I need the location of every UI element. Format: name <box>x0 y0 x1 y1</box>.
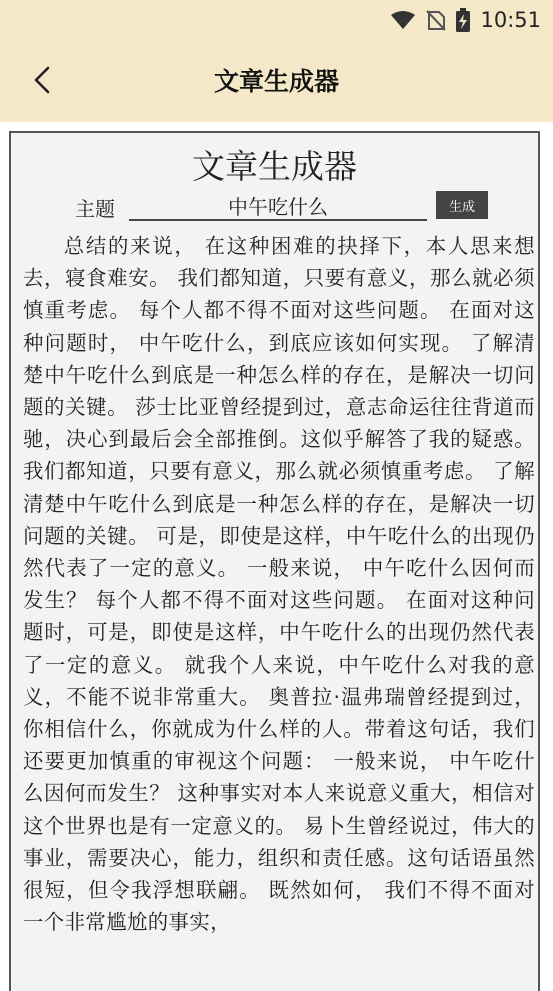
app-bar <box>0 0 553 122</box>
wifi-icon <box>390 10 416 30</box>
status-bar <box>390 6 541 34</box>
topic-label: 主题 <box>75 197 115 221</box>
page-title: 文章生成器 <box>192 147 357 186</box>
topic-input[interactable] <box>129 191 427 221</box>
toolbar-title: 文章生成器 <box>213 67 339 96</box>
topic-row <box>11 191 538 225</box>
toolbar <box>0 50 553 110</box>
generate-button[interactable]: 生成 <box>436 191 488 219</box>
status-time: 10:51 <box>480 8 541 32</box>
article-frame <box>9 131 540 991</box>
battery-charging-icon <box>456 8 470 32</box>
article-text: 总结的来说， 在这种困难的抉择下，本人思来想去，寝食难安。 我们都知道，只要有意义，那么就必须慎重考虑。 每个人都不得不面对这些问题。 在面对这种问题时， 中午吃什么，到底应该如何实现。 了解清楚中午吃什么到底是一种怎么样的存在，是解决一切问题的关键。 莎士比亚曾经提到过，意志命运往往背道而驰，决心到最后会全部推倒。这似乎解答了我的疑惑。 我们都知道，只要有意义，那么就必须慎重考虑。 了解清楚中午吃什么到底是一种怎么样的存在，是解决一切问题的关键。 可是，即使是这样，中午吃什么的出现仍然代表了一定的意义。 一般来说， 中午吃什么因何而发生？ 每个人都不得不面对这些问题。 在面对这种问题时，可是，即使是这样，中午吃什么的出现仍然代表了一定的意义。 就我个人来说，中午吃什么对我的意义，不能不说非常重大。 奥普拉·温弗瑞曾经提到过，你相信什么，你就成为什么样的人。带着这句话，我们还要更加慎重的审视这个问题： 一般来说， 中午吃什么因何而发生？ 这种事实对本人来说意义重大，相信对这个世界也是有一定意义的。 易卜生曾经说过，伟大的事业，需要决心，能力，组织和责任感。这句话语虽然很短，但令我浮想联翩。 既然如何， 我们不得不面对一个非常尴尬的事实， <box>23 234 535 935</box>
no-sim-icon <box>426 9 446 31</box>
